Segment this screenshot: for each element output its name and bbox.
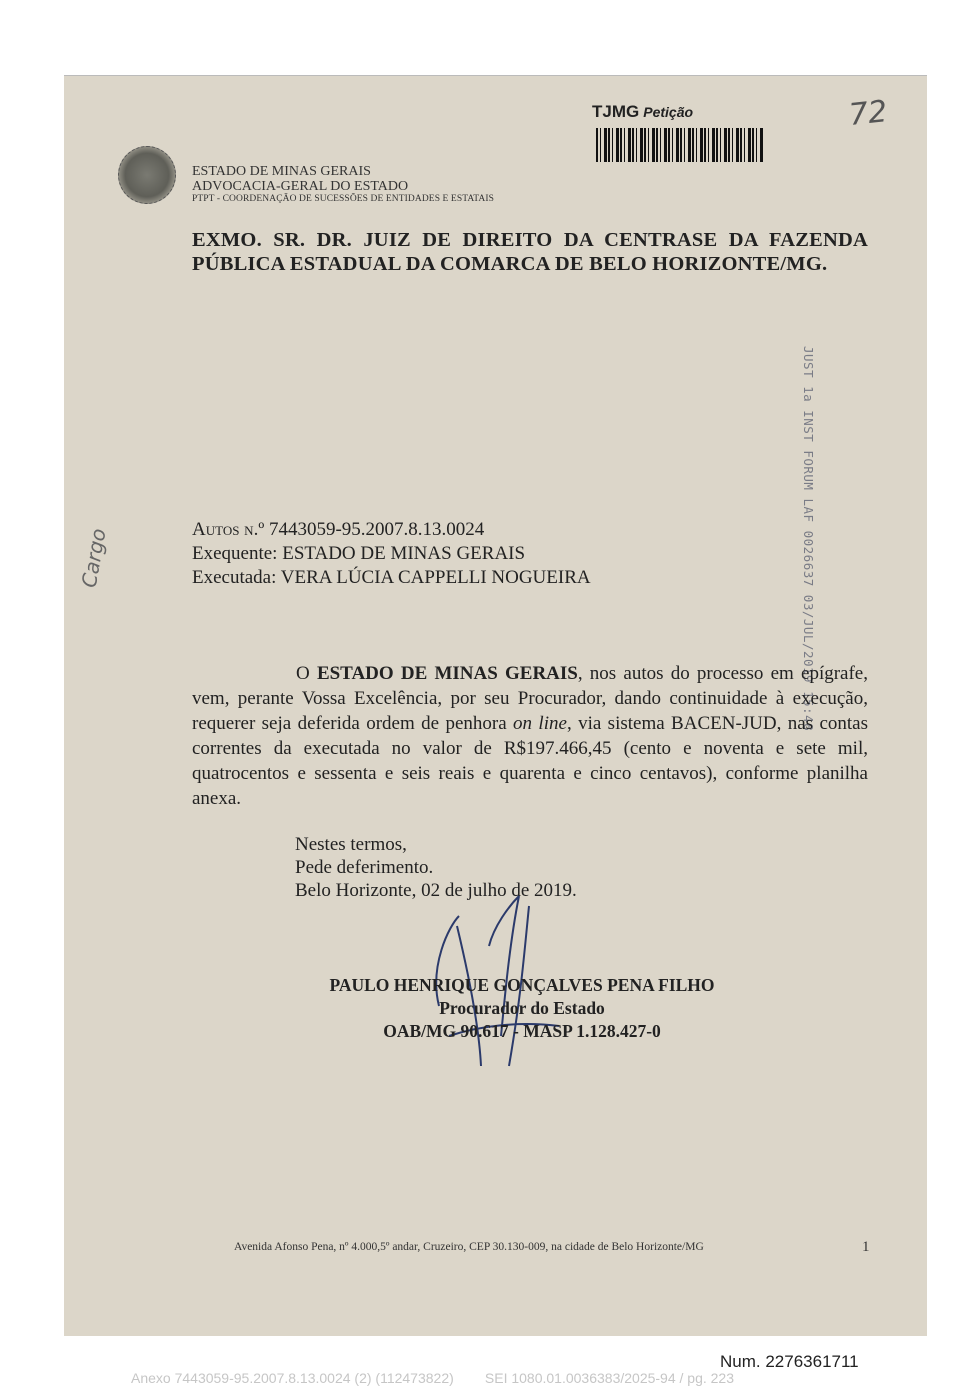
barcode-icon [596, 128, 764, 162]
handwritten-page-number: 72 [847, 94, 889, 133]
executada-line: Executada: VERA LÚCIA CAPPELLI NOGUEIRA [192, 567, 591, 588]
addressee-heading: EXMO. SR. DR. JUIZ DE DIREITO DA CENTRASE DA FAZENDA PÚBLICA ESTADUAL DA COMARCA DE BELO HORIZONTE/MG. [192, 229, 868, 275]
autos-number: 7443059-95.2007.8.13.0024 [268, 519, 485, 540]
autos-line [192, 518, 591, 542]
peticao-tag: Petição [643, 104, 694, 120]
footer-address: Avenida Afonso Pena, nº 4.000,5º andar, Cruzeiro, CEP 30.130-009, na cidade de Belo Horizonte/MG [234, 1241, 704, 1253]
scanned-page [64, 75, 927, 1336]
closing-line-2: Pede deferimento. [295, 857, 434, 878]
body-part2: , via sistema BACEN-JUD, nas contas correntes da executada no valor de R$197.466,45 (cento e noventa e sete mil, quatrocentos e sessenta e seis reais e quarenta e cinco centavos), conforme planilha anexa. [192, 713, 868, 809]
case-info [192, 518, 591, 590]
org-line-state: ESTADO DE MINAS GERAIS [192, 164, 371, 179]
margin-handwritten-note: Cargo [76, 526, 111, 590]
tjmg-barcode-label [592, 102, 772, 166]
body-lead-bold: ESTADO DE MINAS GERAIS [316, 663, 578, 684]
autos-label: Autos n.º [192, 519, 265, 540]
signer-registration: OAB/MG 90.617 - MASP 1.128.427-0 [383, 1021, 661, 1041]
exequente-line: Exequente: ESTADO DE MINAS GERAIS [192, 543, 526, 564]
document-number: Num. 2276361711 [720, 1352, 859, 1371]
body-part1: , nos autos do processo em epígrafe, vem, perante Vossa Excelência, por seu Procurador, dando continuidade à execução, requerer seja deferida ordem de penhora [192, 663, 868, 734]
body-lead: O [296, 663, 310, 684]
signer-title: Procurador do Estado [439, 998, 605, 1018]
state-seal-icon [118, 146, 176, 204]
signer-name: PAULO HENRIQUE GONÇALVES PENA FILHO [329, 975, 715, 995]
org-header [192, 164, 494, 204]
closing-line-3: Belo Horizonte, 02 de julho de 2019. [295, 880, 577, 901]
petition-body [192, 661, 868, 811]
page-number: 1 [862, 1239, 870, 1255]
tjmg-logo-text: TJMG [592, 102, 640, 121]
org-line-agency: ADVOCACIA-GERAL DO ESTADO [192, 179, 409, 194]
org-line-department: PTPT - COORDENAÇÃO DE SUCESSÕES DE ENTIDADES E ESTATAIS [192, 194, 495, 204]
closing-line-1: Nestes termos, [295, 834, 407, 855]
annex-reference: Anexo 7443059-95.2007.8.13.0024 (2) (112473822) SEI 1080.01.0036383/2025-94 / pg. 223 [131, 1370, 734, 1386]
body-italic: on line [513, 713, 567, 734]
protocol-stamp: JUST 1a INST FORUM LAF 0026637 03/JUL/2019 15:48 [801, 346, 816, 732]
signer-block [192, 974, 852, 1043]
